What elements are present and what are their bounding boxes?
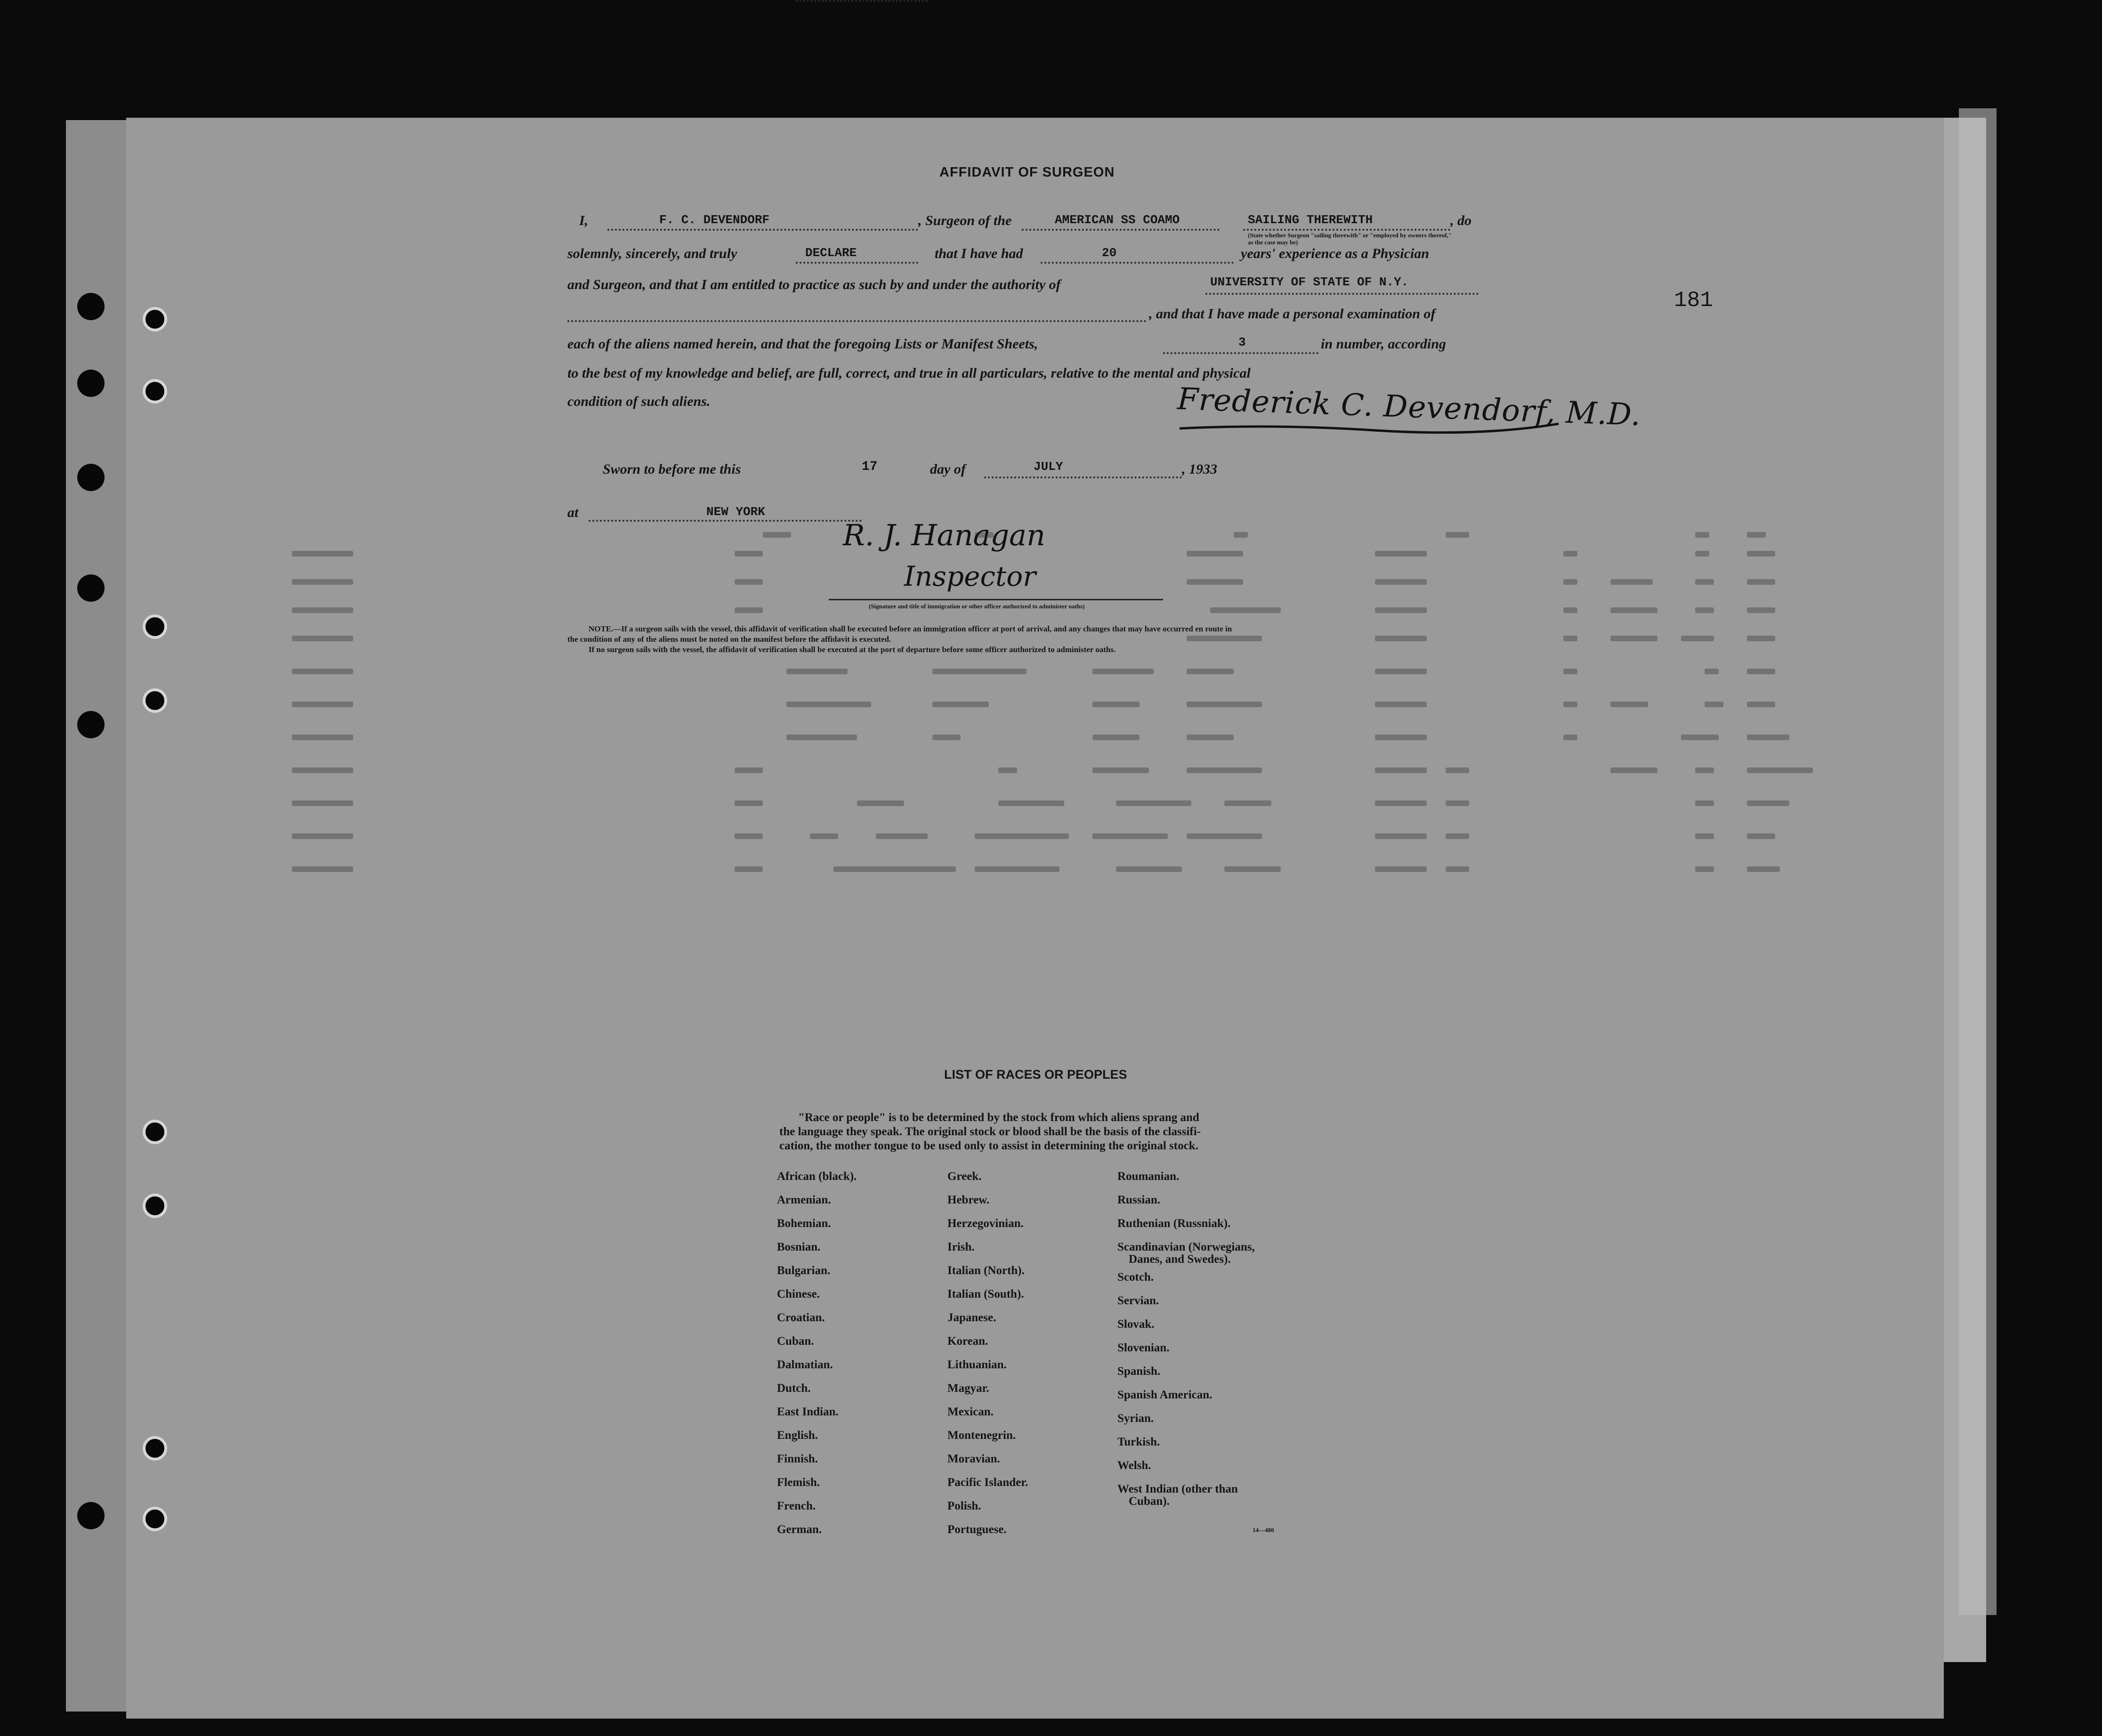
- form-code: 14—480: [1253, 1526, 1274, 1534]
- race-item: Magyar.: [947, 1382, 989, 1395]
- affidavit-line7: condition of such aliens.: [567, 394, 711, 409]
- underline: [984, 476, 1182, 478]
- binding-strip: [66, 120, 127, 1712]
- affidavit-line1-end: , do: [1450, 213, 1471, 228]
- race-item: Spanish.: [1117, 1365, 1161, 1378]
- affidavit-line2-end: years' experience as a Physician: [1241, 246, 1429, 261]
- sworn-year: , 1933: [1182, 461, 1217, 477]
- race-item: German.: [777, 1523, 822, 1536]
- race-item: West Indian (other than: [1117, 1483, 1238, 1495]
- race-item: Bosnian.: [777, 1241, 821, 1253]
- punch-hole: [77, 370, 105, 397]
- race-item: Korean.: [947, 1335, 988, 1348]
- licensing-authority: UNIVERSITY OF STATE OF N.Y.: [1210, 275, 1409, 289]
- sworn-place: NEW YORK: [706, 505, 765, 519]
- race-item: Montenegrin.: [947, 1429, 1016, 1442]
- punch-hole: [77, 574, 105, 602]
- race-item: Moravian.: [947, 1453, 1000, 1465]
- race-item: Ruthenian (Russniak).: [1117, 1217, 1231, 1230]
- punch-hole: [77, 711, 105, 738]
- affidavit-line5-end: in number, according: [1321, 336, 1446, 352]
- race-item: Scotch.: [1117, 1271, 1154, 1284]
- sworn-month: JULY: [1034, 460, 1063, 474]
- underline: [567, 320, 1147, 322]
- race-item: English.: [777, 1429, 818, 1442]
- race-item: Croatian.: [777, 1311, 825, 1324]
- affidavit-line6: to the best of my knowledge and belief, are full, correct, and true in all particulars, relative to the mental and physical: [567, 365, 1251, 381]
- race-item: Spanish American.: [1117, 1389, 1213, 1401]
- punch-hole: [143, 307, 167, 331]
- sworn-mid: day of: [930, 461, 966, 477]
- race-item: Armenian.: [777, 1194, 831, 1206]
- underline: [1243, 229, 1450, 231]
- years-experience: 20: [1102, 246, 1117, 260]
- punch-hole: [143, 1120, 167, 1144]
- race-item: Danes, and Swedes).: [1129, 1253, 1231, 1266]
- affidavit-line3-lead: and Surgeon, and that I am entitled to practice as such by and under the authority of: [567, 277, 1061, 292]
- race-item: Pacific Islander.: [947, 1476, 1028, 1489]
- race-item: Irish.: [947, 1241, 975, 1253]
- at-label: at: [567, 505, 579, 520]
- affidavit-line1-lead: I,: [579, 213, 589, 228]
- race-item: Cuban.: [777, 1335, 814, 1348]
- underline: [1163, 352, 1318, 354]
- punch-hole: [77, 1502, 105, 1529]
- races-column-1: [777, 1165, 857, 1542]
- surgeon-name: F. C. DEVENDORF: [659, 213, 770, 227]
- affidavit-line5-lead: each of the aliens named herein, and that the foregoing Lists or Manifest Sheets,: [567, 336, 1038, 352]
- declaration: DECLARE: [805, 246, 857, 260]
- race-item: Herzegovinian.: [947, 1217, 1024, 1230]
- surgeon-status: SAILING THEREWITH: [1248, 213, 1373, 227]
- officer-title: Inspector: [904, 560, 1036, 592]
- race-item: Dalmatian.: [777, 1358, 833, 1371]
- note-line2: the condition of any of the aliens must be noted on the manifest before the affidavit is executed.: [567, 635, 891, 644]
- race-item: African (black).: [777, 1170, 857, 1183]
- race-item: East Indian.: [777, 1405, 839, 1418]
- race-item: Slovak.: [1117, 1318, 1155, 1331]
- page-number: 181: [1674, 288, 1713, 313]
- race-item: Italian (North).: [947, 1264, 1025, 1277]
- race-item: French.: [777, 1500, 816, 1512]
- race-item: Cuban).: [1129, 1495, 1170, 1508]
- sworn-day: 17: [862, 460, 878, 474]
- affidavit-line1-mid: , Surgeon of the: [918, 213, 1012, 228]
- race-item: Roumanian.: [1117, 1170, 1180, 1183]
- underline: [796, 0, 928, 2]
- punch-hole: [143, 379, 167, 404]
- punch-hole: [143, 1194, 167, 1218]
- status-note: (State whether Surgeon "sailing therewith" or "employed by owners thereof," as the case may be): [1248, 232, 1452, 246]
- race-item: Chinese.: [777, 1288, 820, 1300]
- race-item: Hebrew.: [947, 1194, 990, 1206]
- vessel-name: AMERICAN SS COAMO: [1055, 213, 1180, 227]
- signature-underline: [1177, 414, 1563, 443]
- race-item: Japanese.: [947, 1311, 996, 1324]
- punch-hole: [143, 1507, 167, 1531]
- surgeon-signature: Frederick C. Devendorf, M.D.: [1177, 381, 1641, 433]
- underline: [1022, 229, 1220, 231]
- sworn-lead: Sworn to before me this: [603, 461, 741, 477]
- officer-signature-line: [829, 599, 1163, 600]
- affidavit-title: AFFIDAVIT OF SURGEON: [939, 165, 1115, 180]
- note-line1: NOTE.—If a surgeon sails with the vessel, this affidavit of verification shall be executed before an immigration officer at port of arrival, and any changes that may have occurred en route in: [589, 624, 1232, 633]
- race-item: Bohemian.: [777, 1217, 831, 1230]
- race-item: Lithuanian.: [947, 1358, 1007, 1371]
- race-item: Portuguese.: [947, 1523, 1007, 1536]
- underline: [796, 262, 918, 264]
- note-line3: If no surgeon sails with the vessel, the affidavit of verification shall be executed at the port of departure before some officer authorized to administer oaths.: [589, 645, 1116, 654]
- affidavit-line4-end: , and that I have made a personal examination of: [1149, 306, 1436, 322]
- race-item: Syrian.: [1117, 1412, 1154, 1425]
- race-item: Mexican.: [947, 1405, 994, 1418]
- race-item: Dutch.: [777, 1382, 811, 1395]
- manifest-sheet-count: 3: [1238, 335, 1246, 349]
- race-item: Russian.: [1117, 1194, 1161, 1206]
- races-column-2: [947, 1165, 1028, 1542]
- officer-caption: (Signature and title of immigration or other officer authorized to administer oaths): [869, 603, 1085, 610]
- punch-hole: [143, 688, 167, 713]
- race-item: Welsh.: [1117, 1459, 1151, 1472]
- race-item: Servian.: [1117, 1294, 1159, 1307]
- affidavit-line2-lead: solemnly, sincerely, and truly: [567, 246, 737, 261]
- underline: [607, 229, 918, 231]
- race-item: Turkish.: [1117, 1436, 1160, 1448]
- race-item: Slovenian.: [1117, 1341, 1170, 1354]
- underline: [1205, 293, 1479, 295]
- race-item: Bulgarian.: [777, 1264, 831, 1277]
- punch-hole: [143, 614, 167, 639]
- races-title: LIST OF RACES OR PEOPLES: [944, 1067, 1127, 1082]
- race-item: Flemish.: [777, 1476, 820, 1489]
- punch-hole: [77, 293, 105, 320]
- punch-hole: [77, 464, 105, 491]
- race-item: Finnish.: [777, 1453, 818, 1465]
- officer-signature: R. J. Hanagan: [843, 518, 1046, 552]
- affidavit-line2-mid: that I have had: [935, 246, 1023, 261]
- race-item: Italian (South).: [947, 1288, 1024, 1300]
- races-intro-line1: "Race or people" is to be determined by the stock from which aliens sprang and: [798, 1111, 1199, 1124]
- punch-hole: [143, 1436, 167, 1461]
- underline: [1041, 262, 1234, 264]
- race-item: Scandinavian (Norwegians,: [1117, 1241, 1255, 1253]
- underline: [589, 520, 862, 522]
- sheet-far-edge: [1959, 108, 1997, 1615]
- races-column-3: [1117, 1165, 1255, 1508]
- races-intro-line2: the language they speak. The original stock or blood shall be the basis of the classifi-: [779, 1125, 1201, 1138]
- manifest-sheet: [126, 118, 1944, 1719]
- race-item: Polish.: [947, 1500, 981, 1512]
- races-intro-line3: cation, the mother tongue to be used only to assist in determining the original stock.: [779, 1139, 1198, 1152]
- race-item: Greek.: [947, 1170, 982, 1183]
